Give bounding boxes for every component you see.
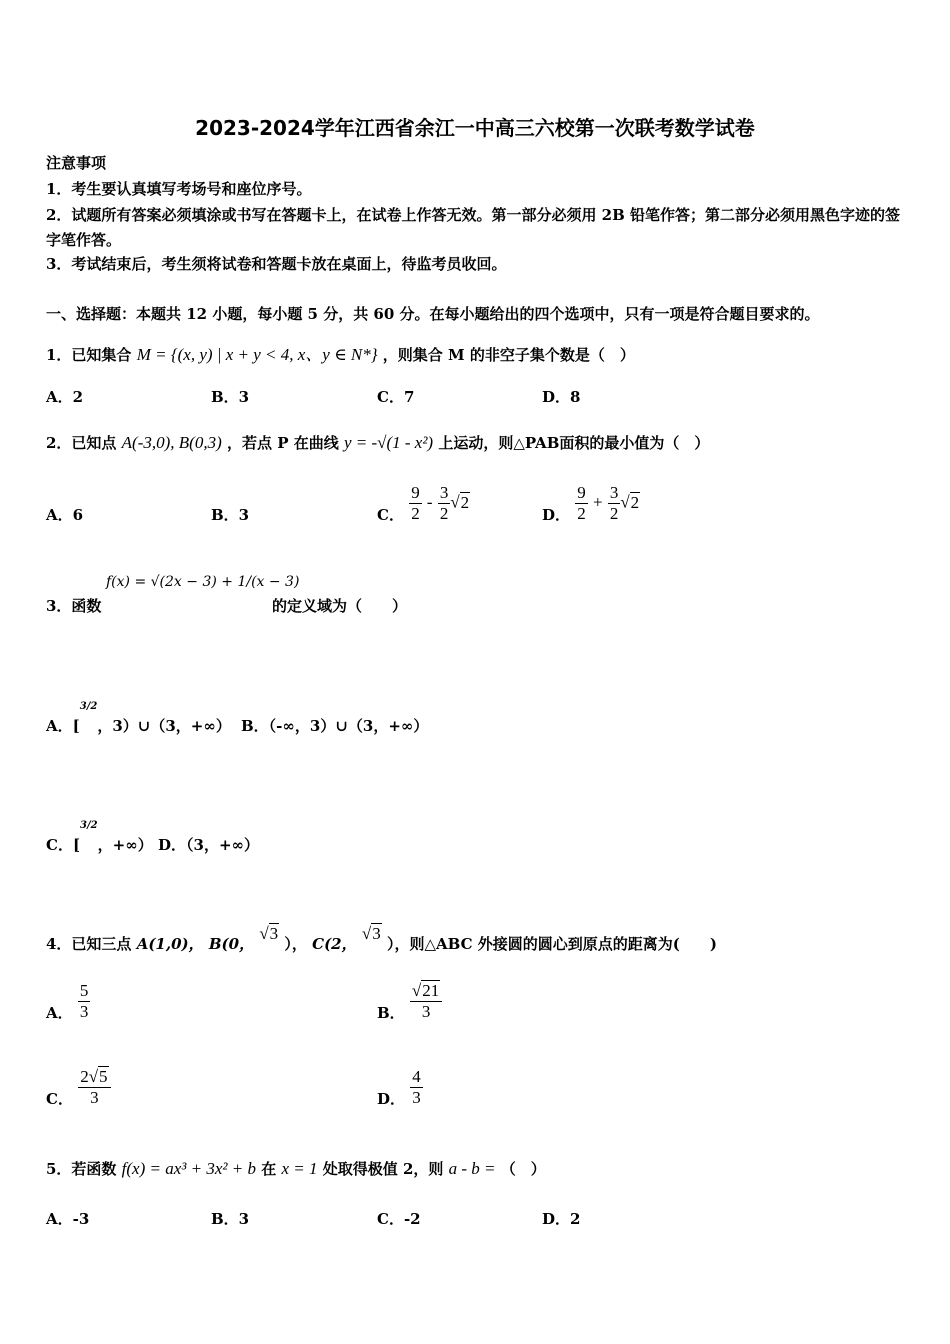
q2-d-den2: 2 <box>609 504 619 523</box>
q3-option-a-label: A．[ <box>46 717 80 735</box>
q4-point-b: B(0， <box>208 935 255 953</box>
q4-option-c-label: C． <box>46 1090 73 1108</box>
notice-item-3: 3．考试结束后，考生须将试卷和答题卡放在桌面上，待监考员收回。 <box>46 255 507 273</box>
q2-curve: y = -√(1 - x²) <box>343 433 434 452</box>
notice-item-1: 1．考生要认真填写考场号和座位序号。 <box>46 180 312 198</box>
q4-b-frac <box>410 981 442 1021</box>
q1-option-b: B．3 <box>211 388 250 406</box>
section-heading: 一、选择题：本题共 12 小题，每小题 5 分，共 60 分。在每小题给出的四个选项中，只有一项是符合题目要求的。 <box>46 305 820 323</box>
q1-formula: M = {(x, y) | x + y < 4, x、y ∈ N*} <box>136 345 378 364</box>
question-5 <box>46 1158 546 1179</box>
q2-option-c-label: C． <box>377 506 404 524</box>
q4-d-den: 3 <box>412 1088 421 1107</box>
q3-option-c-rest: ，+∞） <box>97 836 153 854</box>
q5-expr: a - b = <box>448 1159 496 1178</box>
q4-d-num: 4 <box>412 1067 421 1087</box>
q2-c-den2: 2 <box>439 504 449 523</box>
q4-c-frac <box>78 1067 110 1107</box>
q4-sqrt2: √3 <box>361 924 381 943</box>
q2-c-num1: 9 <box>411 483 420 503</box>
q4-option-b <box>377 980 442 1023</box>
q1-option-a: A．2 <box>46 388 84 406</box>
q3-prefix: 3．函数 <box>46 597 102 615</box>
q5-prefix: 5．若函数 <box>46 1160 117 1178</box>
q2-d-frac1 <box>575 483 588 523</box>
q5-mid1: 在 <box>261 1160 277 1178</box>
q4-option-d <box>377 1066 423 1109</box>
page-title: 2023-2024学年江西省余江一中高三六校第一次联考数学试卷 <box>195 116 755 140</box>
q3-option-a <box>46 701 231 736</box>
q5-mid2: 处取得极值 2，则 <box>322 1160 444 1178</box>
q4-b-den: 3 <box>421 1002 431 1021</box>
question-4 <box>46 924 717 954</box>
q4-rad1: 3 <box>269 924 279 943</box>
q4-d-frac <box>410 1067 423 1107</box>
q3-option-a-frac: 3/2 <box>79 701 98 712</box>
q4-b-num: √21 <box>410 981 442 1002</box>
q3-option-b: B．（-∞，3）∪（3，+∞） <box>241 717 429 735</box>
q2-mid: ，若点 P 在曲线 <box>226 434 339 452</box>
q2-suffix: 上运动，则△PAB面积的最小值为（ ） <box>438 434 710 452</box>
q2-d-op: + <box>592 492 603 512</box>
q2-option-a: A．6 <box>46 506 84 524</box>
notice-item-2: 2．试题所有答案必须填涂或书写在答题卡上，在试卷上作答无效。第一部分必须用 2B 铅笔作答；第二部分必须用黑色字迹的签字笔作答。 <box>46 206 901 249</box>
question-2 <box>46 432 709 453</box>
q2-c-den1: 2 <box>411 504 420 523</box>
q4-b-rad: 21 <box>422 981 440 1001</box>
q4-prefix: 4．已知三点 <box>46 935 132 953</box>
q1-option-d: D．8 <box>542 388 581 406</box>
q3-formula: f(x) = √(2x − 3) + 1/(x − 3) <box>106 574 300 590</box>
q2-option-c <box>377 482 470 525</box>
q4-point-a: A(1,0)， <box>136 935 204 953</box>
q3-option-c-frac: 3/2 <box>80 820 98 831</box>
q1-option-c: C．7 <box>377 388 415 406</box>
q2-option-b: B．3 <box>211 506 250 524</box>
q2-points: A(-3,0), B(0,3) <box>121 433 222 452</box>
question-1 <box>46 340 635 365</box>
q3-option-c <box>46 820 153 855</box>
q4-c-num <box>78 1067 110 1088</box>
q1-suffix: ，则集合 M 的非空子集个数是（ ） <box>382 346 635 364</box>
q2-option-d-label: D． <box>542 506 571 524</box>
q4-sqrt1: √3 <box>259 924 279 943</box>
q5-option-b: B．3 <box>211 1210 250 1228</box>
q2-d-num1: 9 <box>577 483 586 503</box>
q4-c-rad: 5 <box>99 1067 108 1087</box>
q2-c-rad: 2 <box>460 492 470 512</box>
q4-option-b-label: B． <box>377 1004 405 1022</box>
q5-formula: f(x) = ax³ + 3x² + b <box>121 1159 256 1178</box>
q2-d-frac2 <box>608 483 621 523</box>
q5-cond: x = 1 <box>281 1159 318 1178</box>
q1-prefix: 1．已知集合 <box>46 346 132 364</box>
q2-prefix: 2．已知点 <box>46 434 117 452</box>
q5-option-a: A．-3 <box>46 1210 90 1228</box>
notice-heading: 注意事项 <box>46 154 107 172</box>
q4-a-frac <box>78 981 91 1021</box>
q4-option-a <box>46 980 90 1023</box>
q2-c-sqrt: √2 <box>450 492 470 512</box>
q4-option-d-label: D． <box>377 1090 406 1108</box>
q3-suffix: 的定义域为（ ） <box>272 597 408 615</box>
q2-c-frac2 <box>438 483 451 523</box>
q5-option-d: D．2 <box>542 1210 581 1228</box>
q2-d-den1: 2 <box>577 504 586 523</box>
q2-c-frac1 <box>409 483 422 523</box>
q4-option-c <box>46 1066 111 1109</box>
q2-c-op: - <box>426 492 433 512</box>
q2-option-d <box>542 482 640 525</box>
q4-a-num: 5 <box>79 981 89 1001</box>
q2-d-num2: 3 <box>609 483 619 503</box>
q4-rad2: 3 <box>372 924 381 943</box>
q2-d-rad: 2 <box>630 492 640 512</box>
q4-mid: ）， <box>284 935 307 953</box>
q4-suffix: ），则△ABC 外接圆的圆心到原点的距离为( ) <box>386 935 717 953</box>
q5-suffix: （ ） <box>500 1160 546 1178</box>
q4-c-den: 3 <box>90 1088 99 1107</box>
q4-a-den: 3 <box>79 1002 89 1021</box>
q2-c-num2: 3 <box>439 483 449 503</box>
q4-option-a-label: A． <box>46 1004 73 1022</box>
q4-point-c: C(2， <box>312 935 357 953</box>
q2-d-sqrt: √2 <box>620 492 640 512</box>
q5-option-c: C．-2 <box>377 1210 421 1228</box>
q3-option-d: D．（3，+∞） <box>158 836 260 854</box>
q4-c-sqrt: √5 <box>88 1067 108 1087</box>
q3-option-c-label: C．[ <box>46 836 81 854</box>
q4-c-coef: 2 <box>80 1067 89 1087</box>
q3-option-a-rest: ，3）∪（3，+∞） <box>97 717 231 735</box>
